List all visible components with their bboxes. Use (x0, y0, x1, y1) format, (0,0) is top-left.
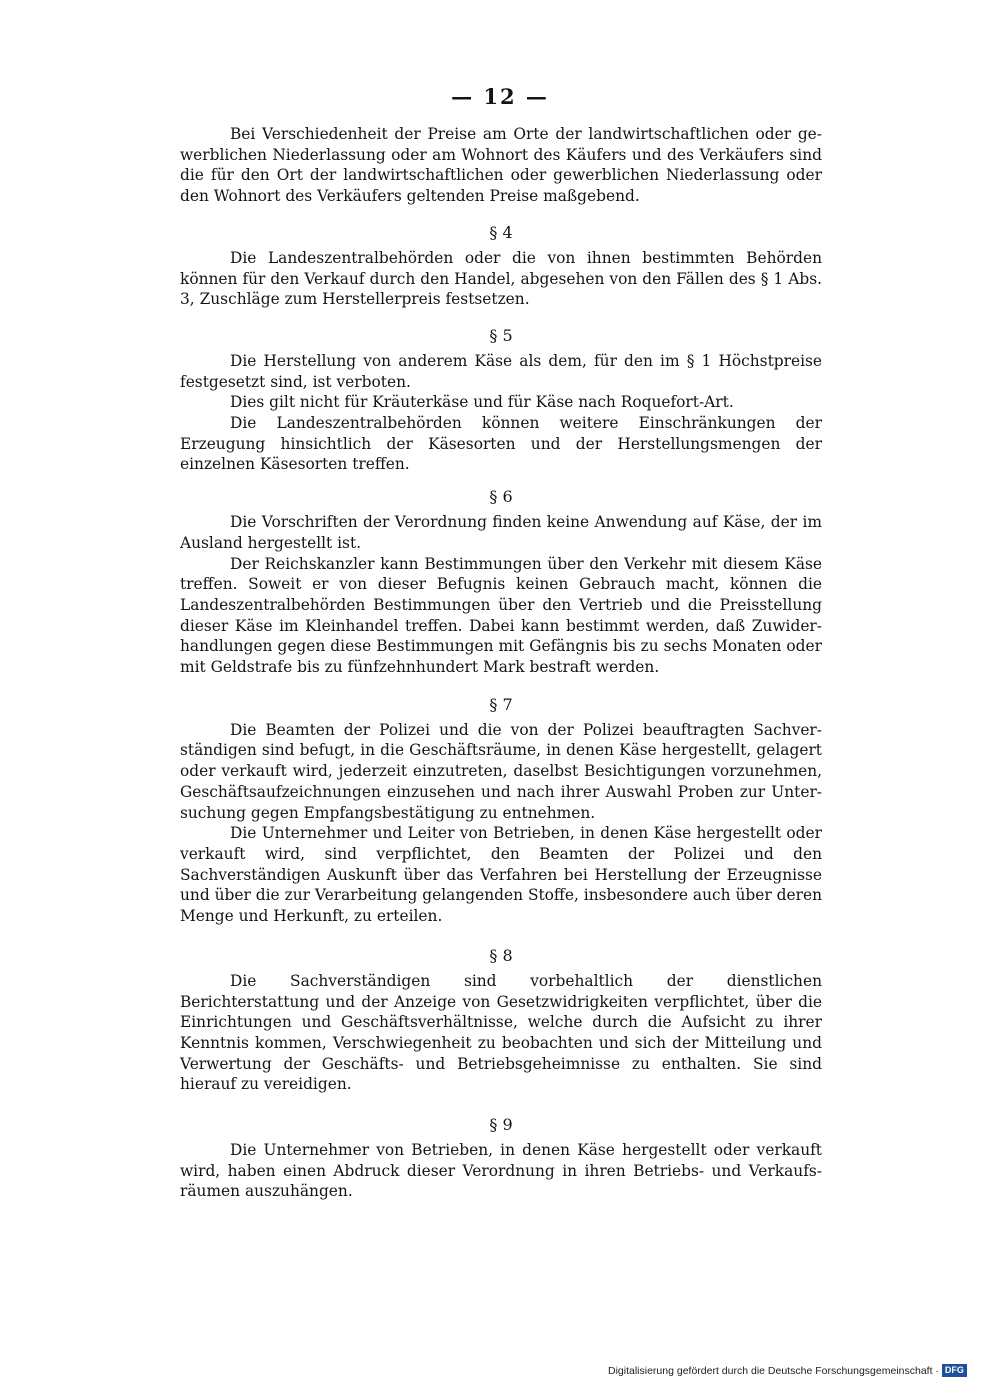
section-6 (180, 487, 822, 678)
section-7-paragraph-1: Die Beamten der Polizei und die von der Polizei beauftragten Sachverständigen sind befugt, in die Geschäftsräume, in denen Käse hergestellt, gelagert oder verkauft wird, jederzeit einzutreten, daselbst Besichtigungen vorzunehmen, Geschäftsaufzeichnungen einzusehen und nach ihrer Auswahl Proben zur Untersuchung gegen Empfangsbestätigung zu entnehmen. (180, 720, 822, 822)
section-8 (180, 946, 822, 1095)
section-5-paragraph-1: Die Herstellung von anderem Käse als dem, für den im § 1 Höchstpreise festgesetzt sind, ist verboten. (180, 351, 822, 391)
section-7-heading: § 7 (489, 694, 513, 714)
section-4-paragraph-1: Die Landeszentralbehörden oder die von ihnen bestimmten Behörden können für den Verkauf durch den Handel, abgesehen von den Fällen des § 1 Abs. 3, Zuschläge zum Herstellerpreis festsetzen. (180, 248, 822, 309)
digitization-credit-text: Digitalisierung gefördert durch die Deutsche Forschungsgemeinschaft · (608, 1364, 939, 1377)
section-8-paragraph-1: Die Sachverständigen sind vorbehaltlich der dienstlichen Berichterstattung und der Anzeige von Gesetzwidrigkeiten verpflichtet, über die Einrichtungen und Geschäftsverhältnisse, welche durch die Aufsicht zu ihrer Kenntnis kommen, Verschwiegenheit zu beobachten und sich der Mitteilung und Verwertung der Geschäfts- und Betriebsgeheimnisse zu enthalten. Sie sind hierauf zu vereidigen. (180, 971, 822, 1094)
section-9 (180, 1115, 822, 1202)
section-8-heading: § 8 (489, 945, 513, 965)
section-9-heading: § 9 (489, 1115, 513, 1135)
section-7 (180, 695, 822, 927)
section-4 (180, 223, 822, 310)
page-number: — 12 — (451, 84, 549, 109)
intro-paragraph: Bei Verschiedenheit der Preise am Orte der landwirtschaftlichen oder gewerblichen Niederlassung oder am Wohnort des Käufers und des Verkäufers sind die für den Ort der landwirtschaftlichen oder gewerblichen Niederlassung oder den Wohnort des Verkäufers geltenden Preise maßgebend. (180, 125, 822, 206)
section-5-heading: § 5 (489, 325, 513, 345)
section-5-paragraph-2: Dies gilt nicht für Kräuterkäse und für Käse nach Roquefort-Art. (230, 393, 734, 412)
document-body (180, 124, 822, 1202)
section-9-paragraph-1: Die Unternehmer von Betrieben, in denen Käse hergestellt oder verkauft wird, haben einen Abdruck dieser Verordnung in ihren Betriebs- und Verkaufsräumen auszuhängen. (180, 1141, 822, 1201)
section-4-heading: § 4 (489, 222, 513, 242)
section-7-paragraph-2: Die Unternehmer und Leiter von Betrieben, in denen Käse hergestellt oder verkauft wird, sind verpflichtet, den Beamten der Polizei und den Sachverständigen Auskunft über das Verfahren bei Herstellung der Erzeugnisse und über die zur Verarbeitung gelangenden Stoffe, insbesondere auch über deren Menge und Herkunft, zu erteilen. (180, 824, 822, 926)
section-6-paragraph-2: Der Reichskanzler kann Bestimmungen über den Verkehr mit diesem Käse treffen. Soweit er von dieser Befugnis keinen Gebrauch macht, können die Landeszentralbehörden Bestimmungen über den Vertrieb und die Preisstellung dieser Käse im Kleinhandel treffen. Dabei kann bestimmt werden, daß Zuwiderhandlungen gegen diese Bestimmungen mit Gefängnis bis zu sechs Monaten oder mit Geldstrafe bis zu fünfzehnhundert Mark bestraft werden. (180, 554, 822, 677)
section-6-heading: § 6 (489, 487, 513, 507)
section-5 (180, 326, 822, 475)
section-5-paragraph-3: Die Landeszentralbehörden können weitere Einschränkungen der Erzeugung hinsichtlich der Käsesorten und der Herstellungsmengen der einzelnen Käsesorten treffen. (180, 414, 822, 474)
dfg-logo-icon: DFG (942, 1364, 967, 1377)
section-6-paragraph-1: Die Vorschriften der Verordnung finden keine Anwendung auf Käse, der im Ausland hergestellt ist. (180, 513, 822, 552)
digitization-credit (608, 1364, 967, 1377)
